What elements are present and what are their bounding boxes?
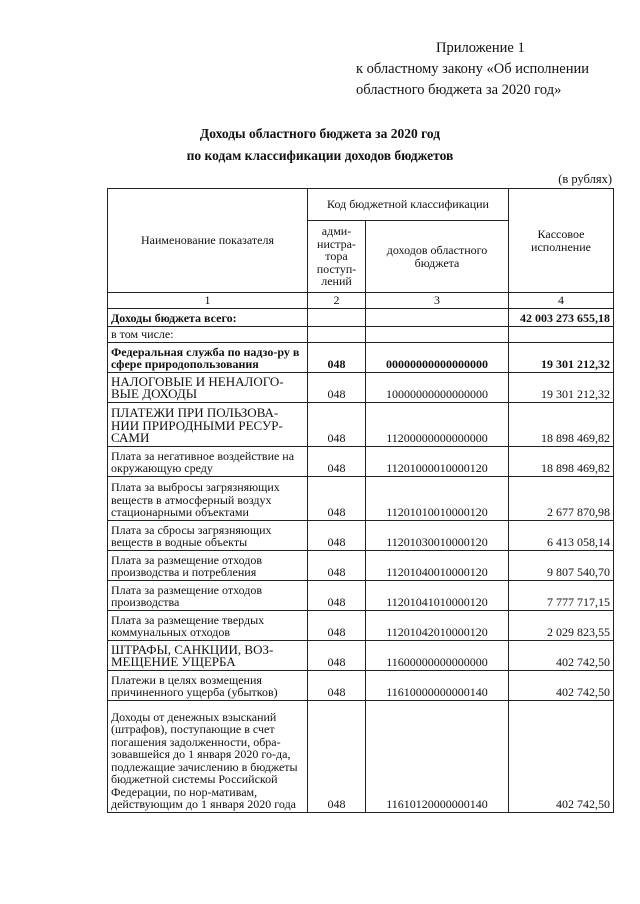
header-execution: Кассовое исполнение [509, 189, 614, 293]
row-amount: 19 301 212,32 [509, 342, 614, 372]
table-row [108, 372, 614, 402]
table-row [108, 520, 614, 550]
row-income-code: 11610000000000140 [366, 670, 509, 700]
row-income-code: 11200000000000000 [366, 402, 509, 446]
row-admin-code: 048 [308, 670, 366, 700]
row-admin-code: 048 [308, 520, 366, 550]
row-name: Федеральная служба по надзо-ру в сфере природопользования [108, 342, 308, 372]
table-row [108, 326, 614, 342]
row-name: Плата за выбросы загрязняющих веществ в атмосферный воздух стационарными объектами [108, 476, 308, 520]
table-row [108, 550, 614, 580]
column-number-1: 1 [108, 293, 308, 309]
row-income-code: 10000000000000000 [366, 372, 509, 402]
row-income-code: 00000000000000000 [366, 342, 509, 372]
row-amount: 402 742,50 [509, 670, 614, 700]
document-title [0, 123, 640, 167]
row-admin-code: 048 [308, 640, 366, 670]
row-name: Доходы от денежных взысканий (штрафов), поступающие в счет погашения задолженности, обра-зовавшейся до 1 января 2020 го-да, подлежащие зачислению в бюджеты бюджетной системы Российской Федерации, по нор-мативам, действующим до 1 января 2020 года [108, 700, 308, 812]
row-amount: 7 777 717,15 [509, 580, 614, 610]
row-income-code: 11600000000000000 [366, 640, 509, 670]
row-name: Плата за размещение отходов производства [108, 580, 308, 610]
income-table [107, 188, 614, 813]
row-name: Плата за негативное воздействие на окружающую среду [108, 446, 308, 476]
appendix-line-3: областного бюджета за 2020 год» [356, 82, 562, 98]
table-row [108, 670, 614, 700]
row-name: Доходы бюджета всего: [108, 308, 308, 326]
row-income-code: 11201010010000120 [366, 476, 509, 520]
table-row [108, 476, 614, 520]
row-income-code [366, 326, 509, 342]
table-row [108, 610, 614, 640]
column-number-3: 3 [366, 293, 509, 309]
row-admin-code: 048 [308, 446, 366, 476]
appendix-line-1: Приложение 1 [436, 40, 525, 56]
table-row [108, 700, 614, 812]
header-code-group: Код бюджетной классификации [308, 189, 509, 221]
row-admin-code: 048 [308, 610, 366, 640]
table-body [108, 308, 614, 812]
row-amount: 402 742,50 [509, 640, 614, 670]
row-admin-code: 048 [308, 700, 366, 812]
table-row [108, 402, 614, 446]
row-amount [509, 326, 614, 342]
row-income-code [366, 308, 509, 326]
row-name: Плата за сбросы загрязняющих веществ в водные объекты [108, 520, 308, 550]
appendix-line-2: к областному закону «Об исполнении [356, 61, 589, 77]
column-number-2: 2 [308, 293, 366, 309]
row-admin-code: 048 [308, 402, 366, 446]
row-admin-code [308, 326, 366, 342]
title-line-1: Доходы областного бюджета за 2020 год [199, 126, 441, 141]
title-line-2: по кодам классификации доходов бюджетов [186, 148, 454, 163]
row-income-code: 11610120000000140 [366, 700, 509, 812]
row-admin-code: 048 [308, 550, 366, 580]
row-amount: 42 003 273 655,18 [509, 308, 614, 326]
row-income-code: 11201000010000120 [366, 446, 509, 476]
header-admin: адми-нистра-тора поступ-лений [308, 221, 366, 293]
row-amount: 18 898 469,82 [509, 402, 614, 446]
row-name: ШТРАФЫ, САНКЦИИ, ВОЗ-МЕЩЕНИЕ УЩЕРБА [108, 640, 308, 670]
table-row [108, 640, 614, 670]
row-name: ПЛАТЕЖИ ПРИ ПОЛЬЗОВА-НИИ ПРИРОДНЫМИ РЕСУР-САМИ [108, 402, 308, 446]
row-name: НАЛОГОВЫЕ И НЕНАЛОГО-ВЫЕ ДОХОДЫ [108, 372, 308, 402]
row-income-code: 11201030010000120 [366, 520, 509, 550]
unit-label: (в рублях) [558, 172, 612, 186]
row-admin-code: 048 [308, 580, 366, 610]
row-amount: 19 301 212,32 [509, 372, 614, 402]
row-amount: 18 898 469,82 [509, 446, 614, 476]
table-row [108, 580, 614, 610]
row-amount: 2 677 870,98 [509, 476, 614, 520]
table-row [108, 342, 614, 372]
header-name: Наименование показателя [108, 189, 308, 293]
row-name: Плата за размещение твердых коммунальных отходов [108, 610, 308, 640]
row-admin-code [308, 308, 366, 326]
row-name: в том числе: [108, 326, 308, 342]
row-amount: 6 413 058,14 [509, 520, 614, 550]
row-admin-code: 048 [308, 372, 366, 402]
row-income-code: 11201041010000120 [366, 580, 509, 610]
row-amount: 402 742,50 [509, 700, 614, 812]
row-admin-code: 048 [308, 476, 366, 520]
appendix-note [356, 38, 589, 101]
row-income-code: 11201042010000120 [366, 610, 509, 640]
header-income: доходов областного бюджета [366, 221, 509, 293]
row-name: Плата за размещение отходов производства и потребления [108, 550, 308, 580]
row-name: Платежи в целях возмещения причиненного ущерба (убытков) [108, 670, 308, 700]
column-number-4: 4 [509, 293, 614, 309]
row-admin-code: 048 [308, 342, 366, 372]
table-row [108, 446, 614, 476]
row-income-code: 11201040010000120 [366, 550, 509, 580]
table-row [108, 308, 614, 326]
row-amount: 9 807 540,70 [509, 550, 614, 580]
row-amount: 2 029 823,55 [509, 610, 614, 640]
